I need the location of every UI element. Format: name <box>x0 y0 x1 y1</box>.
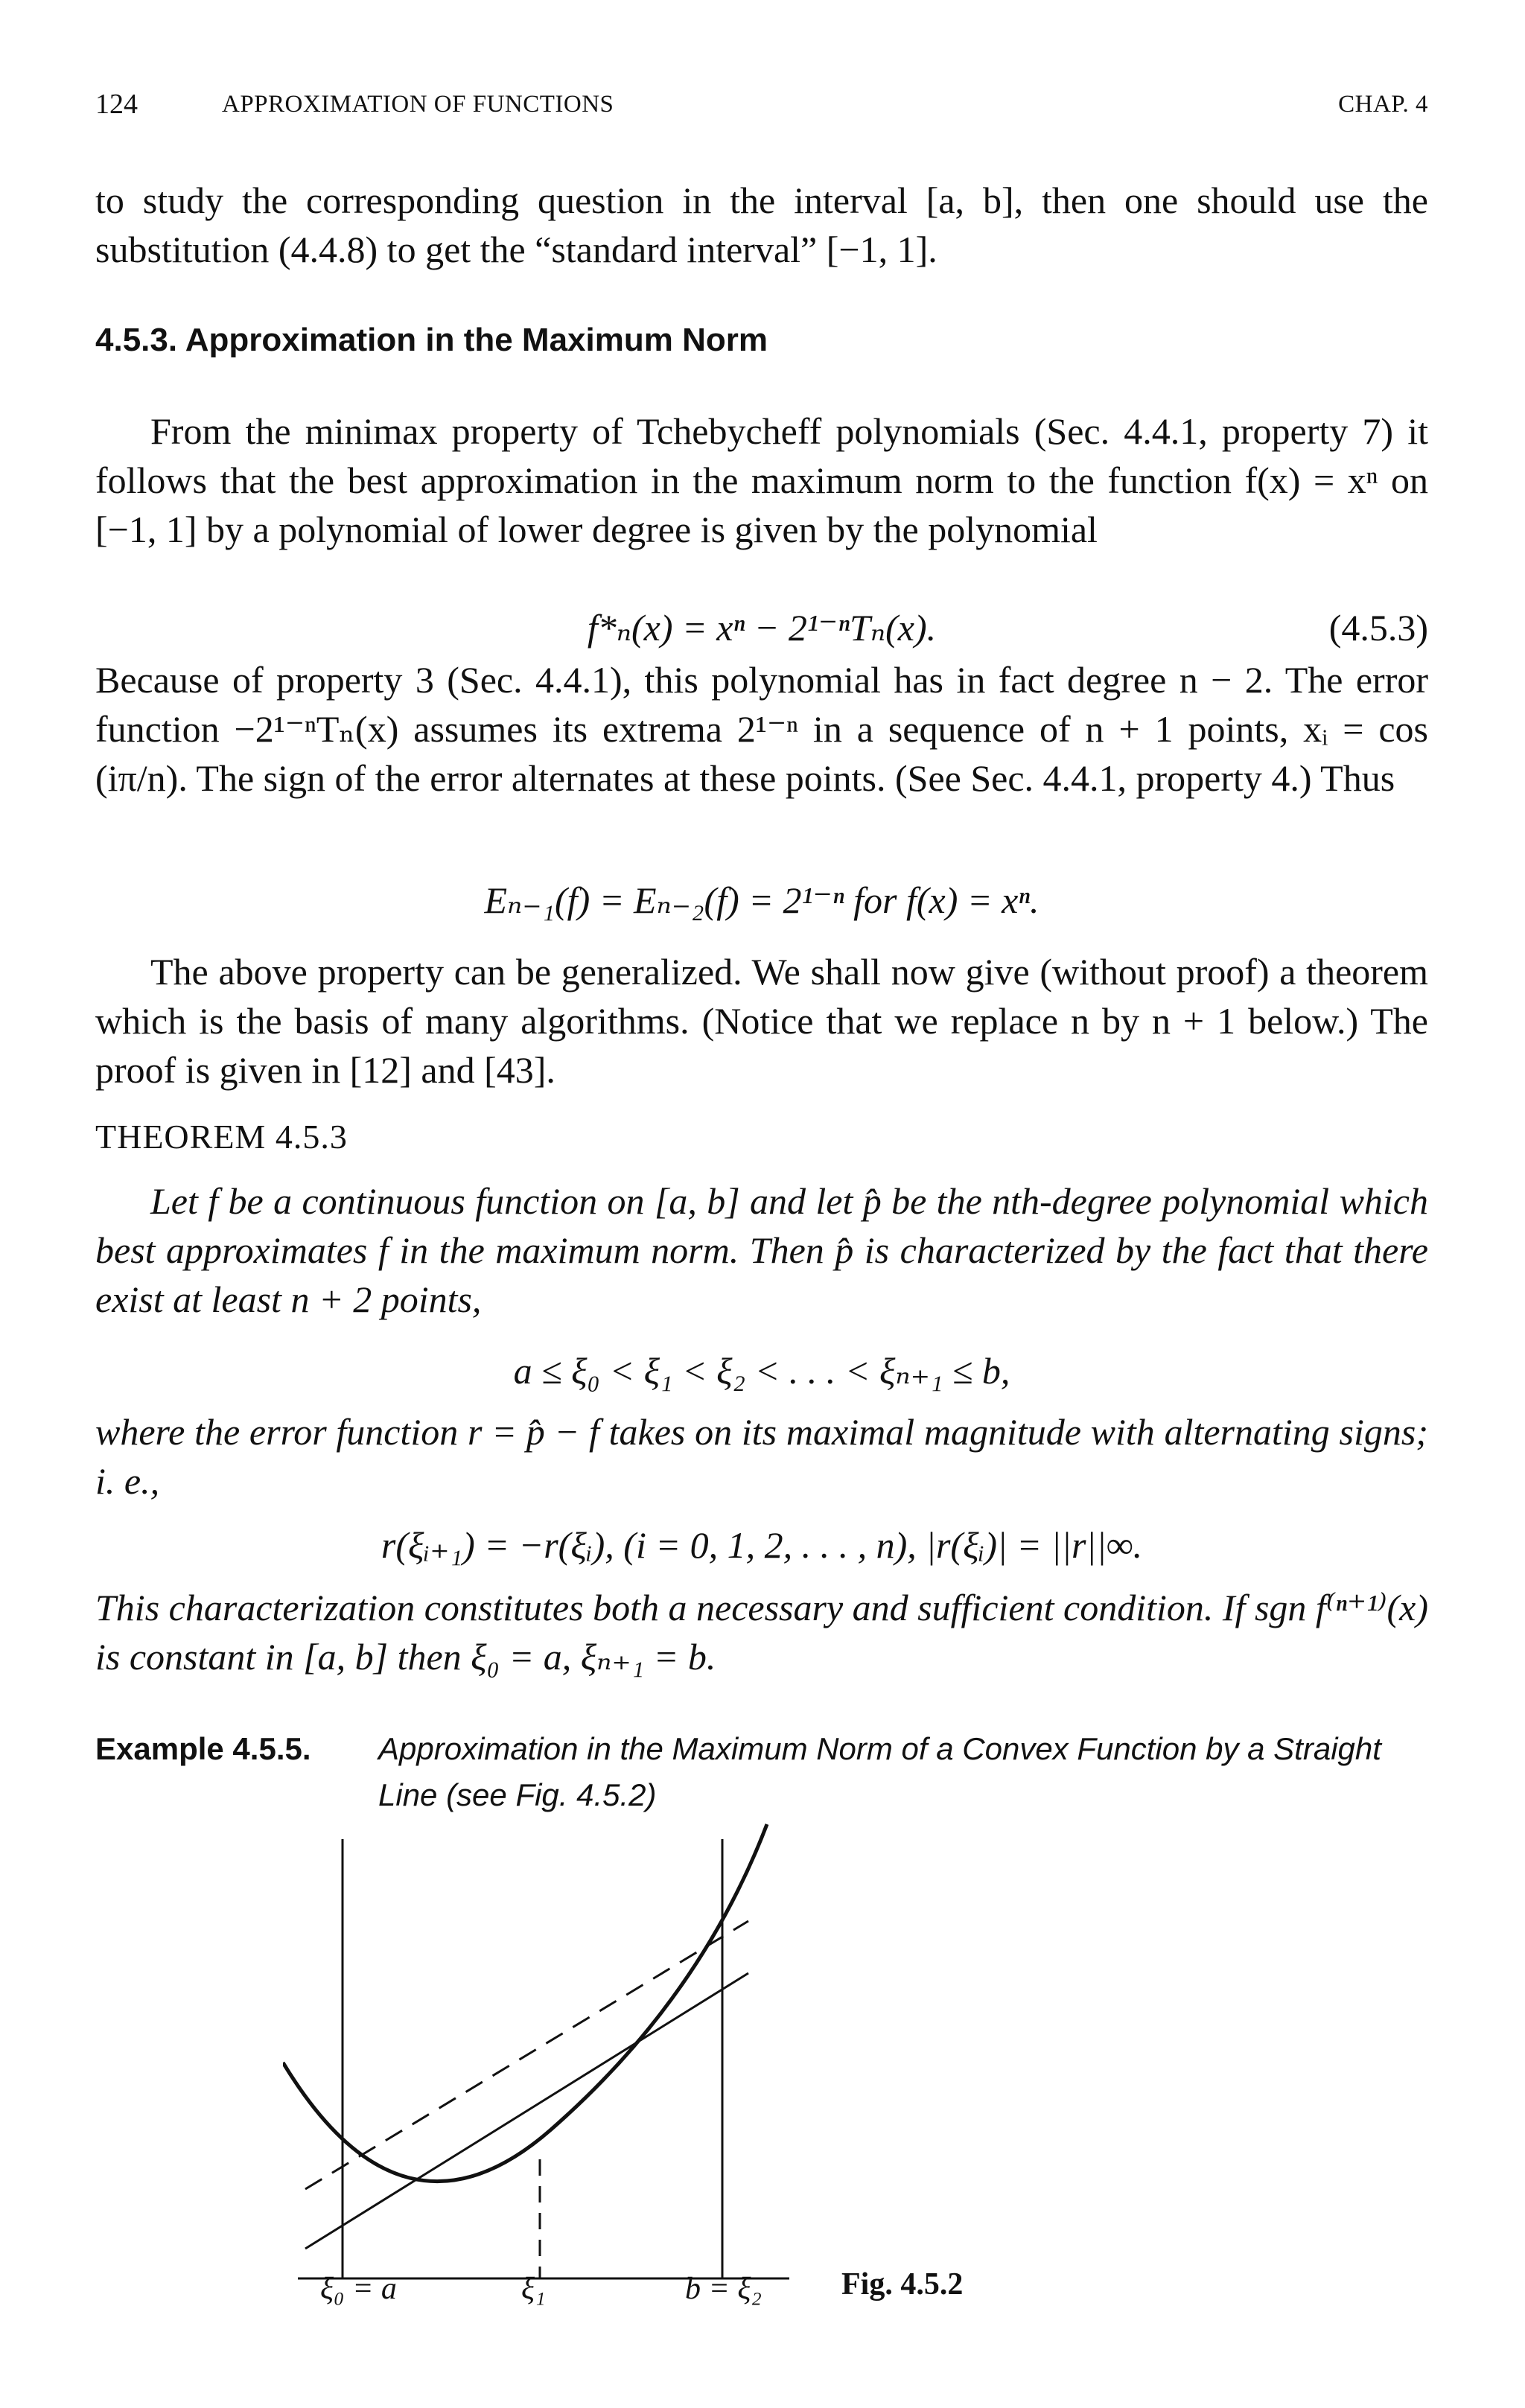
section-heading <box>95 322 1428 359</box>
page-number: 124 <box>95 89 138 120</box>
intro-paragraph: to study the corresponding question in the interval [a, b], then one should use the substitution (4.4.8) to get the “standard interval” [−1, 1]. <box>95 179 1428 270</box>
paragraph-error-function: Because of property 3 (Sec. 4.4.1), this polynomial has in fact degree n − 2. The error function −2¹⁻ⁿTₙ(x) assumes its extrema 2¹⁻ⁿ in a sequence of n + 1 points, xᵢ = cos (iπ/n). The sign of the error alternates at these points. (See Sec. 4.4.1, property 4.) Thus <box>95 659 1428 799</box>
equation-alternation: r(ξᵢ₊₁) = −r(ξᵢ), (i = 0, 1, 2, . . . , n), |r(ξᵢ)| = ||r||∞. <box>381 1524 1143 1566</box>
theorem-heading: THEOREM 4.5.3 <box>95 1118 348 1156</box>
theorem-condition: This characterization constitutes both a necessary and sufficient condition. If sgn f⁽ⁿ⁺¹⁾(x) is constant in [a, b] then ξ₀ = a, ξₙ₊₁ = b. <box>95 1587 1428 1678</box>
running-title: APPROXIMATION OF FUNCTIONS <box>222 91 614 118</box>
paragraph-minimax: From the minimax property of Tchebycheff polynomials (Sec. 4.4.1, property 7) it follows that the best approximation in the maximum norm to the function f(x) = xⁿ on [−1, 1] by a polynomial of lower degree is given by the polynomial <box>95 410 1428 550</box>
equation-best-error: Eₙ₋₁(f) = Eₙ₋₂(f) = 2¹⁻ⁿ for f(x) = xⁿ. <box>484 879 1040 921</box>
theorem-statement-continued: where the error function r = p̂ − f takes on its maximal magnitude with alternating signs; i. e., <box>95 1411 1428 1502</box>
label-xi0-a: ξ₀ = a <box>320 2272 397 2306</box>
convex-curve <box>283 1824 767 2182</box>
example-title: Approximation in the Maximum Norm of a Convex Function by a Straight Line (see Fig. 4.5.2) <box>378 1731 1381 1812</box>
example-label: Example 4.5.5. <box>95 1731 311 1766</box>
equation-4-5-3 <box>95 606 1428 649</box>
best-approx-line <box>305 1973 748 2249</box>
equation-alternation-points: a ≤ ξ₀ < ξ₁ < ξ₂ < . . . < ξₙ₊₁ ≤ b, <box>513 1350 1010 1392</box>
label-b-xi2: b = ξ₂ <box>685 2272 762 2306</box>
equation-number: (4.5.3) <box>1328 607 1428 649</box>
section-number: 4.5.3. <box>95 322 178 358</box>
section-title: Approximation in the Maximum Norm <box>185 322 768 358</box>
label-xi1: ξ₁ <box>521 2272 546 2306</box>
paragraph-generalization: The above property can be generalized. We shall now give (without proof) a theorem which is the basis of many algorithms. (Notice that we replace n by n + 1 below.) The proof is given in [12] and [43]. <box>95 951 1428 1091</box>
theorem-statement: Let f be a continuous function on [a, b] and let p̂ be the nth-degree polynomial which best approximates f in the maximum norm. Then p̂ is characterized by the fact that there exist at least n + 2 points, <box>95 1180 1428 1320</box>
figure-caption: Fig. 4.5.2 <box>841 2267 964 2302</box>
equation-text: f*ₙ(x) = xⁿ − 2¹⁻ⁿTₙ(x). <box>587 607 937 649</box>
chapter-label: CHAP. 4 <box>1338 91 1428 118</box>
example-heading <box>95 1726 1428 1812</box>
